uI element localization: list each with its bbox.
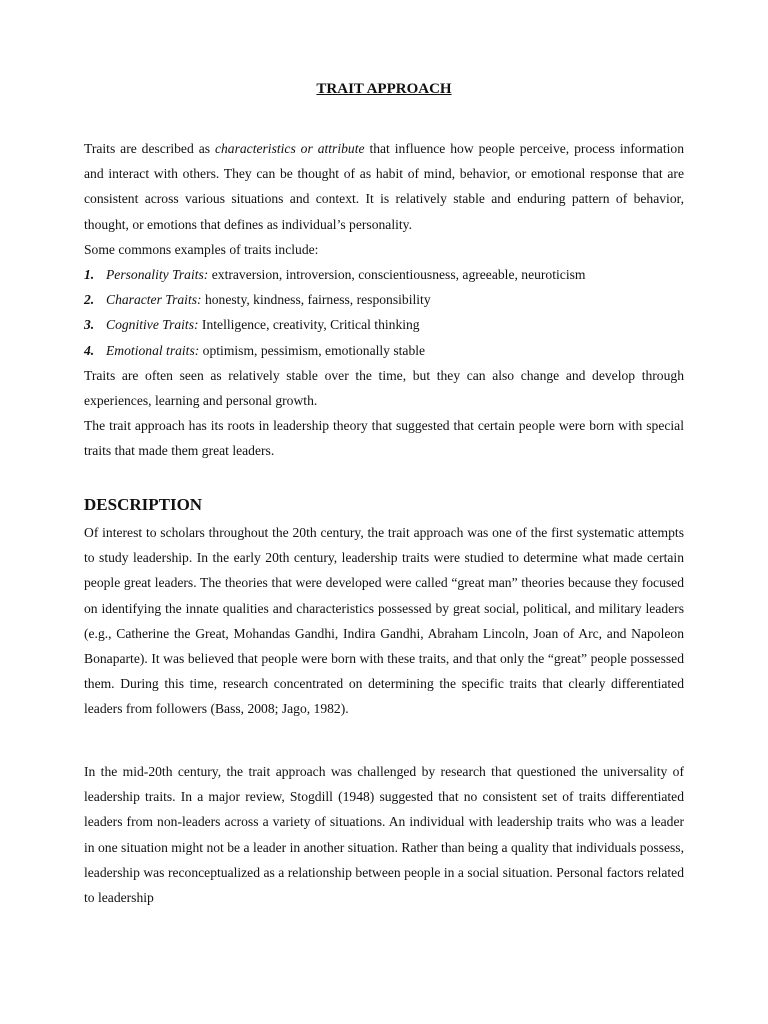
list-label: Personality Traits:	[106, 267, 209, 283]
list-item	[84, 287, 684, 312]
intro-paragraph-3: The trait approach has its roots in leadership theory that suggested that certain people were born with special traits that made them great leaders.	[84, 418, 684, 459]
list-text: extraversion, introversion, conscientiousness, agreeable, neuroticism	[208, 267, 586, 283]
list-text: Intelligence, creativity, Critical thinking	[198, 317, 420, 333]
traits-list	[84, 262, 684, 363]
intro-paragraph-1-start: Traits are described as	[84, 141, 215, 156]
description-paragraph-2	[84, 759, 684, 910]
list-number: 2.	[84, 292, 95, 308]
list-item	[84, 262, 684, 287]
list-number: 1.	[84, 267, 95, 283]
intro-paragraph-1-end: that influence how people perceive, process information and interact with others. They can be thought of as habit of mind, behavior, or emotional response that are consistent across various situations and context. It is relatively stable and enduring pattern of behavior, thought, or emotions that defines as individual’s personality.	[84, 141, 684, 232]
section-heading: DESCRIPTION	[84, 495, 203, 514]
list-item	[84, 312, 684, 337]
list-number: 3.	[84, 317, 95, 333]
paragraph-text: In the mid-20th century, the trait approach was challenged by research that questioned the universality of leadership traits. In a major review, Stogdill (1948) suggested that no consistent set of traits differentiated leaders from non-leaders across a variety of situations. An individual with leadership traits who was a leader in one situation might not be a leader in another situation. Rather than being a quality that individuals possess, leadership was reconceptualized as a relationship between people in a social situation. Personal factors related to leadership	[84, 764, 684, 906]
list-text: optimism, pessimism, emotionally stable	[199, 342, 426, 358]
document-page	[84, 0, 684, 1024]
paragraph-text: Of interest to scholars throughout the 20th century, the trait approach was one of the first systematic attempts to study leadership. In the early 20th century, leadership traits were studied to determine what made certain people great leaders. The theories that were developed were called “great man” theories because they focused on identifying the innate qualities and characteristics possessed by great social, political, and military leaders (e.g., Catherine the Great, Mohandas Gandhi, Indira Gandhi, Abraham Lincoln, Joan of Arc, and Napoleon Bonaparte). It was believed that people were born with these traits, and that only the “great” people possessed them. During this time, research concentrated on determining the specific traits that clearly differentiated leaders from followers (Bass, 2008; Jago, 1982).	[84, 525, 684, 717]
examples-lead: Some commons examples of traits include:	[84, 241, 319, 257]
page-title: TRAIT APPROACH	[316, 81, 452, 97]
list-number: 4.	[84, 342, 95, 358]
list-item	[84, 338, 684, 363]
list-text: honesty, kindness, fairness, responsibility	[201, 292, 431, 308]
intro-paragraph-1	[84, 136, 684, 237]
description-paragraph-1	[84, 520, 684, 722]
intro-emphasis: characteristics or attribute	[214, 141, 365, 156]
list-label: Emotional traits:	[106, 342, 200, 358]
intro-paragraph-2: Traits are often seen as relatively stable over the time, but they can also change and develop through experiences, learning and personal growth.	[84, 367, 684, 409]
list-label: Character Traits:	[106, 292, 202, 308]
intro-section	[84, 136, 684, 464]
list-label: Cognitive Traits:	[106, 317, 199, 333]
